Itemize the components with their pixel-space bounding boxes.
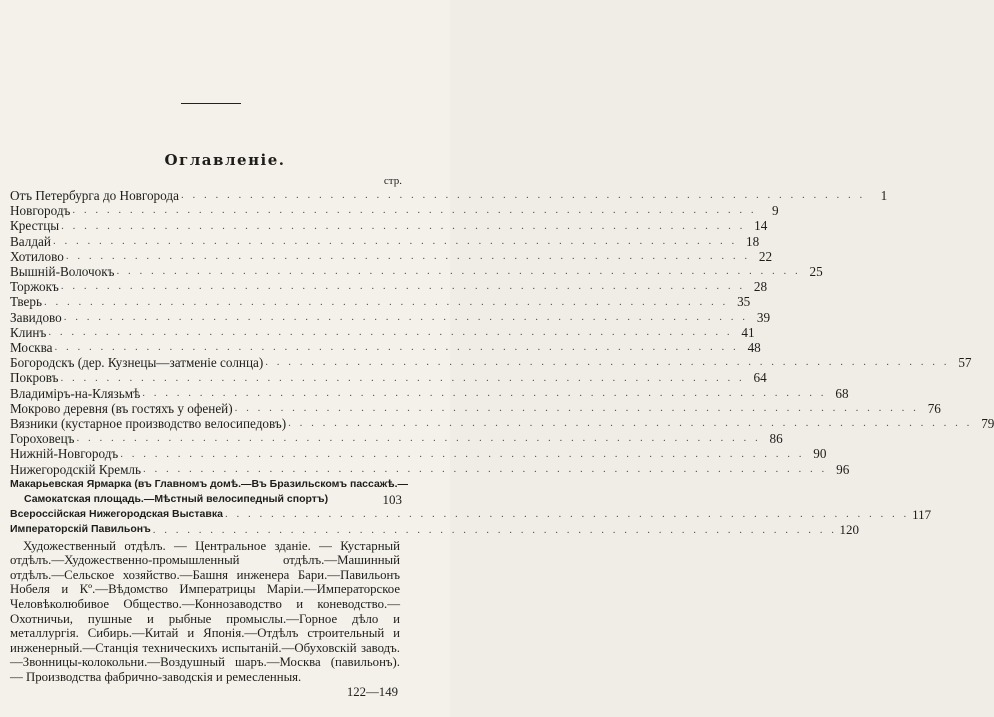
toc-entry-page: 90 xyxy=(813,446,827,462)
toc-entry-name: Вышній-Волочокъ xyxy=(10,264,115,280)
leader-dots: . . . . . . . . . . . . . . . . . . . . . . . . . . . . . . . . . . . . . . . . . . . . . . . . . . . . . . . . . . . . xyxy=(52,234,738,247)
leader-dots: . . . . . . . . . . . . . . . . . . . . . . . . . . . . . . . . . . . . . . . . . . . . . . . . . . . . . . . . . . . . xyxy=(234,402,919,415)
departments-page-line xyxy=(10,685,402,700)
toc-entry-page: 18 xyxy=(746,233,760,249)
toc-entries xyxy=(10,188,994,477)
toc-entry-name: Крестцы xyxy=(10,218,60,234)
toc-entry-name: Покровъ xyxy=(10,370,59,386)
leader-dots: . . . . . . . . . . . . . . . . . . . . . . . . . . . . . . . . . . . . . . . . . . . . . . . . . . . . . . . . . . . . xyxy=(265,356,950,369)
toc-entry-page: 103 xyxy=(382,492,402,508)
leader-dots: . . . . . . . . . . . . . . . . . . . . . . . . . . . . . . . . . . . . . . . . . . . . . . . . . . . . . . . . . . . . xyxy=(116,265,801,278)
toc-entry-page: 9 xyxy=(772,203,779,219)
toc-entry xyxy=(10,203,779,219)
table-of-contents xyxy=(10,174,994,699)
toc-entry xyxy=(10,461,850,477)
toc-entry-page: 1 xyxy=(880,188,888,203)
toc-entry-page: 25 xyxy=(809,264,823,280)
toc-entry-page: 22 xyxy=(758,248,773,264)
toc-entry xyxy=(10,264,823,280)
leader-dots: . . . . . . . . . . . . . . . . . . . . . . . . . . . . . . . . . . . . . . . . . . . . . . . . . . . . . . . . . . . . xyxy=(48,326,733,339)
page-title: Оглавленіе. xyxy=(164,151,286,169)
toc-entry-name: Новгородъ xyxy=(10,203,71,219)
toc-entry-page: 64 xyxy=(753,370,767,386)
toc-entry xyxy=(10,385,849,401)
departments-paragraph: Художественный отдѣлъ. — Центральное зданіе. — Кустарный отдѣлъ.—Художественно-промышленный отдѣлъ.—Машинный отдѣлъ.—Сельское хозяйство.—Башня инженера Бари.—Павильонъ Нобеля и Кº.—Вѣдомство Императрицы Маріи.—Императорское Человѣколюбивое Общество.—Коннозаводство и коневодство.—Охотничьи, пушные и рыбные промыслы.—Горное дѣло и металлургія. Сибирь.—Китай и Японія.—Отдѣлъ строительный и инженерный.—Станція техническихъ испытаній.—Обуховскій заводъ.—Звонницы-колокольни.—Воздушный шаръ.—Москва (павильонъ). — Производства фабрично-заводскія и ремесленныя. xyxy=(10,538,400,685)
toc-entry-page: 120 xyxy=(839,522,860,538)
toc-entry-name: Хотилово xyxy=(10,248,64,264)
divider-rule xyxy=(181,103,241,104)
toc-entry xyxy=(10,294,751,310)
toc-entry-exhibition xyxy=(10,507,932,523)
toc-entry-page: 57 xyxy=(958,355,972,371)
toc-entry-page: 86 xyxy=(769,431,783,447)
toc-entry-name: Валдай xyxy=(10,233,51,249)
toc-entry-name: Императорскій Павильонъ xyxy=(10,523,151,536)
leader-dots: . . . . . . . . . . . . . . . . . . . . . . . . . . . . . . . . . . . . . . . . . . . . . . . . . . . . . . . . . . . . xyxy=(60,371,745,384)
toc-entry-page: 122—149 xyxy=(346,684,398,699)
toc-entry-name: Самокатская площадь.—Мѣстный велосипедный спортъ) xyxy=(24,493,329,506)
toc-entry-name: Нижегородскій Кремль xyxy=(10,461,142,477)
toc-entry-page: 117 xyxy=(912,507,932,523)
toc-entry-page: 14 xyxy=(754,218,768,234)
toc-entry-name: Клинъ xyxy=(10,324,47,340)
leader-dots: . . . . . . . . . . . . . . . . . . . . . . . . . . . . . . . . . . . . . . . . . . . . . . . . . . . . . . . . . . . . xyxy=(142,386,827,399)
toc-entry-page: 76 xyxy=(927,400,941,416)
toc-entry-page: 68 xyxy=(835,385,849,401)
toc-entry-pavilion xyxy=(10,522,860,538)
toc-entry xyxy=(10,309,771,325)
leader-dots: . . . . . . . . . . . . . . . . . . . . . . . . . . . . . . . . . . . . . . . . . . . . . . . . . . . . . . . . . . . . xyxy=(143,462,828,475)
leader-dots: . . . . . . . . . . . . . . . . . . . . . . . . . . . . . . . . . . . . . . . . . . . . . . . . . . . . . . . . . . . . xyxy=(61,219,746,232)
leader-dots: . . . . . . . . . . . . . . . . . . . . . . . . . . . . . . . . . . . . . . . . . . . . . . . . . . . . . . . . . . . . xyxy=(152,523,838,536)
leader-dots: . . . . . . . . . . . . . . . . . . . . . . . . . . . . . . . . . . . . . . . . . . . . . . . . . . . . . . . . . . . . xyxy=(60,280,746,293)
toc-entry-page: 41 xyxy=(741,324,755,340)
toc-entry-page: 79 xyxy=(981,416,994,432)
toc-entry-name: Богородскъ (дер. Кузнецы—затменіе солнца) xyxy=(10,355,264,371)
toc-entry-name: Всероссійская Нижегородская Выставка xyxy=(10,508,223,521)
toc-entry-name: Мокрово деревня (въ гостяхъ у офеней) xyxy=(10,400,233,416)
toc-entry xyxy=(10,446,827,462)
leader-dots: . . . . . . . . . . . . . . . . . . . . . . . . . . . . . . . . . . . . . . . . . . . . . . . . . . . . . . . . . . . . xyxy=(288,417,973,430)
leader-dots: . . . . . . . . . . . . . . . . . . . . . . . . . . . . . . . . . . . . . . . . . . . . . . . . . . . . . . . . . . . . xyxy=(180,189,866,202)
toc-entry xyxy=(10,431,783,447)
leader-dots: . . . . . . . . . . . . . . . . . . . . . . . . . . . . . . . . . . . . . . . . . . . . . . . . . . . . . . . . . . . . xyxy=(44,295,729,308)
leader-dots: . . . . . . . . . . . . . . . . . . . . . . . . . . . . . . . . . . . . . . . . . . . . . . . . . . . . . . . . . . . . xyxy=(63,310,749,323)
toc-entry-page: 96 xyxy=(836,461,850,477)
toc-entry-name: Макарьевская Ярмарка (въ Главномъ домѣ.—Въ Бразильскомъ пассажѣ.— xyxy=(10,477,409,490)
toc-entry-name: Гороховецъ xyxy=(10,431,75,447)
toc-entry-page: 35 xyxy=(737,294,751,310)
toc-entry xyxy=(10,370,767,386)
leader-dots: . . . . . . . . . . . . . . . . . . . . . . . . . . . . . . . . . . . . . . . . . . . . . . . . . . . . . . . . . . . . xyxy=(54,341,739,354)
toc-entry xyxy=(10,355,972,371)
leader-dots: . . . . . . . . . . . . . . . . . . . . . . . . . . . . . . . . . . . . . . . . . . . . . . . . . . . . . . . . . . . . xyxy=(65,250,751,263)
leader-dots: . . . . . . . . . . . . . . . . . . . . . . . . . . . . . . . . . . . . . . . . . . . . . . . . . . . . . . . . . . . . xyxy=(120,447,805,460)
toc-entry-fair-continued xyxy=(10,492,402,507)
toc-entry-name: Владиміръ-на-Клязьмѣ xyxy=(10,385,141,401)
toc-entry-page: 48 xyxy=(747,340,761,356)
toc-entry-page: 39 xyxy=(756,309,771,325)
toc-entry xyxy=(10,233,760,249)
toc-entry-name: Тверь xyxy=(10,294,43,310)
leader-dots: . . . . . . . . . . . . . . . . . . . . . . . . . . . . . . . . . . . . . . . . . . . . . . . . . . . . . . . . . . . . xyxy=(224,508,910,521)
toc-entry xyxy=(10,324,755,340)
toc-entry-name: Вязники (кустарное производство велосипедовъ) xyxy=(10,416,287,432)
toc-entry xyxy=(10,400,941,416)
toc-entry xyxy=(10,340,761,356)
page-column-label: стр. xyxy=(383,175,402,187)
leader-dots: . . . . . . . . . . . . . . . . . . . . . . . . . . . . . . . . . . . . . . . . . . . . . . . . . . . . . . . . . . . . xyxy=(76,432,761,445)
toc-entry-name: Завидово xyxy=(10,309,62,325)
toc-entry-fair xyxy=(10,477,409,492)
toc-entry-name: Торжокъ xyxy=(10,279,59,295)
toc-entry-name: Москва xyxy=(10,340,53,356)
toc-entry-name: Нижній-Новгородъ xyxy=(10,446,119,462)
toc-entry xyxy=(10,279,768,295)
toc-entry xyxy=(10,218,768,234)
toc-entry xyxy=(10,416,994,432)
toc-entry-page: 28 xyxy=(753,279,768,295)
leader-dots: . . . . . . . . . . . . . . . . . . . . . . . . . . . . . . . . . . . . . . . . . . . . . . . . . . . . . . . . . . . . xyxy=(72,204,757,217)
toc-entry xyxy=(10,188,888,203)
toc-entry xyxy=(10,248,773,264)
toc-entry-name: Отъ Петербурга до Новгорода xyxy=(10,188,179,203)
